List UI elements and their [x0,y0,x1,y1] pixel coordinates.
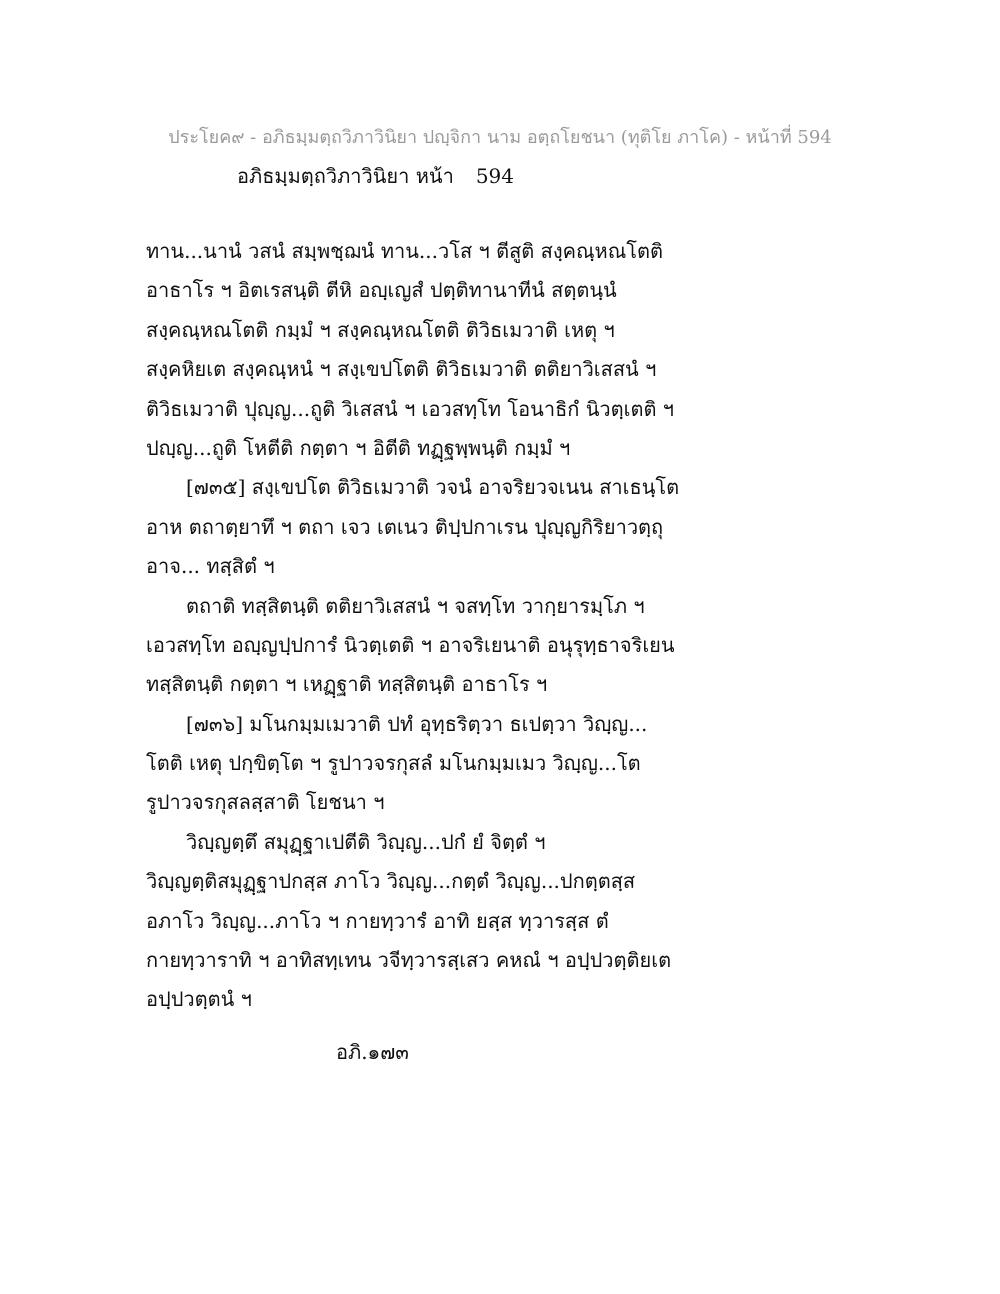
text-line: สงฺคณฺหณโตติ กมฺมํ ฯ สงฺคณฺหณโตติ ติวิธเมวาติ เหตุ ฯ [146,317,615,342]
page-number: 594 [475,164,514,188]
footer-reference: อภิ.๑๗๓ [336,1040,409,1064]
text-line: โตติ เหตุ ปกฺขิตฺโต ฯ รูปาวจรกุสลํ มโนกมฺมเมว วิญฺญ...โต [146,751,641,776]
text-line: ทาน...นานํ วสนํ สมฺพชฺฌนํ ทาน...วโส ฯ ตีสูติ สงฺคณฺหณโตติ [146,239,664,263]
text-line: ตถาติ ทสฺสิตนฺติ ตติยาวิเสสนํ ฯ จสทฺโท วากฺยารมฺโภ ฯ [186,593,645,618]
page-heading [237,160,514,192]
text-line: รูปาวจรกุสลสฺสาติ โยชนา ฯ [146,790,385,815]
text-line: ปญฺญ...ถูติ โหตีติ กตฺตา ฯ อิตีติ ทฏฺฐพฺพนฺติ กมฺมํ ฯ [146,435,571,460]
paragraph-736-line: [๗๓๖] มโนกมฺมเมวาติ ปทํ อุทฺธริตฺวา ธเปตฺวา วิญฺญ... [186,711,648,736]
text-line: ติวิธเมวาติ ปุญฺญ...ถูติ วิเสสนํ ฯ เอวสทฺโท โอนาธิกํ นิวตฺเตติ ฯ [146,396,675,421]
text-line: กายทฺวาราทิ ฯ อาทิสทฺเทน วจีทฺวารสฺเสว คหณํ ฯ อปฺปวตฺติยเต [146,948,672,973]
page-title: อภิธมฺมตฺถวิภาวินิยา หน้า [237,164,454,188]
text-line: อภาโว วิญฺญ...ภาโว ฯ กายทฺวารํ อาทิ ยสฺส ทฺวารสฺส ตํ [146,908,609,933]
running-header: ประโยค๙ - อภิธมฺมตฺถวิภาวินิยา ปญฺจิกา นาม อตฺถโยชนา (ทุติโย ภาโค) - หน้าที่ 594 [168,127,832,148]
text-line: อาห ตถาตฺยาทึ ฯ ตถา เจว เตเนว ติปฺปกาเรน ปุญฺญกิริยาวตฺถุ [146,514,664,539]
paragraph-735-line: [๗๓๕] สงฺเขปโต ติวิธเมวาติ วจนํ อาจริยวจเนน สาเธนฺโต [186,475,680,500]
text-line: วิญฺญตฺตึ สมุฏฺฐาเปตีติ วิญฺญ...ปกํ ยํ จิตฺตํ ฯ [186,829,546,854]
text-line: อาจ... ทสฺสิตํ ฯ [146,554,275,579]
text-line: อปฺปวตฺตนํ ฯ [146,987,252,1012]
text-line: ทสฺสิตนฺติ กตฺตา ฯ เหฏฺฐาติ ทสฺสิตนฺติ อาธาโร ฯ [146,672,548,697]
body-text [146,232,706,1020]
text-line: วิญฺญตฺติสมุฏฺฐาปกสฺส ภาโว วิญฺญ...กตฺตํ วิญฺญ...ปกตฺตสฺส [146,869,636,894]
text-line: เอวสทฺโท อญฺญปฺปการํ นิวตฺเตติ ฯ อาจริเยนาติ อนุรุทฺธาจริเยน [146,632,675,657]
text-line: สงฺคหิยเต สงฺคณฺหนํ ฯ สงฺเขปโตติ ติวิธเมวาติ ตติยาวิเสสนํ ฯ [146,357,657,382]
text-line: อาธาโร ฯ อิตเรสนฺติ ตีหิ อญฺเญสํ ปตฺติทานาทีนํ สตฺตนฺนํ [146,278,617,303]
